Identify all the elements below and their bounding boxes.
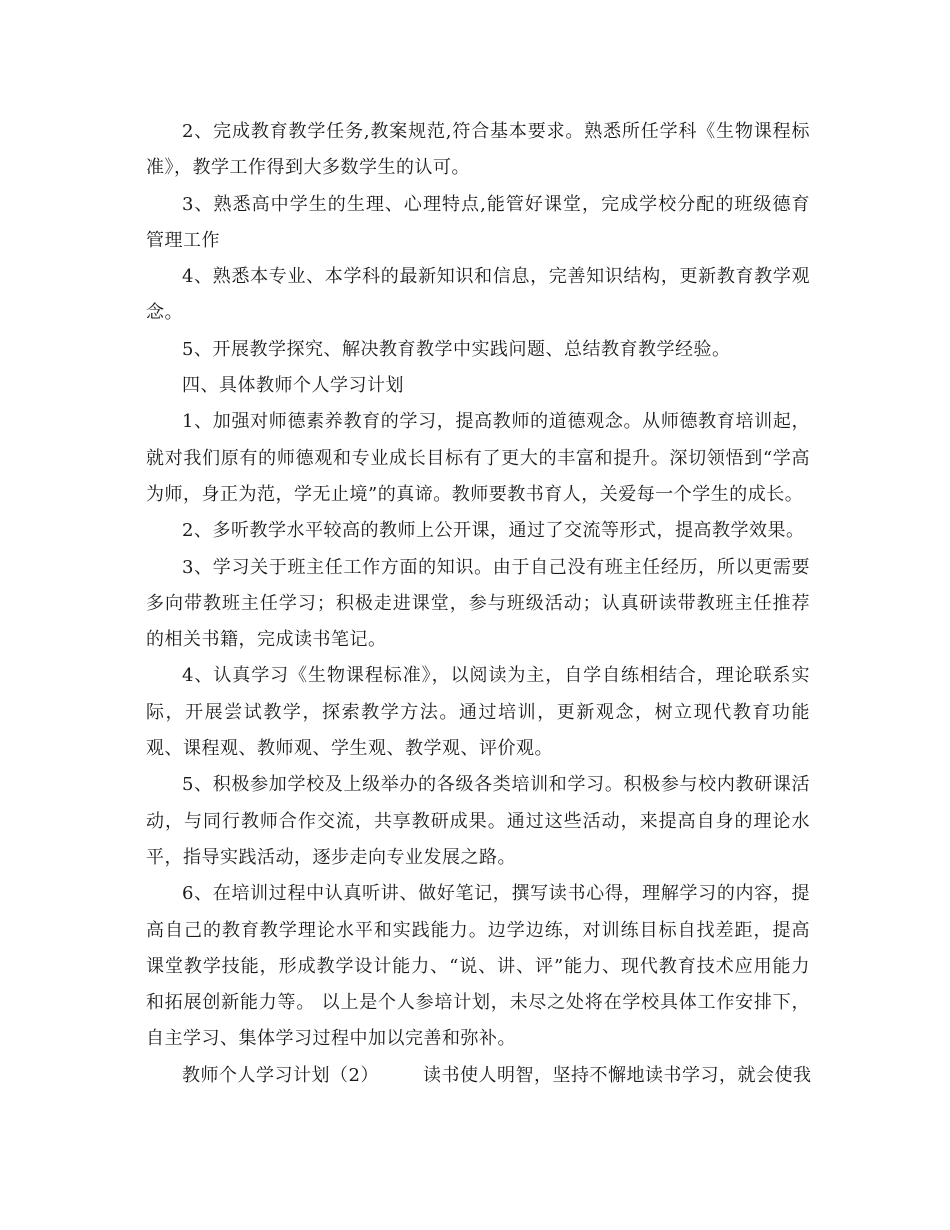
paragraph-plan-4: 4、认真学习《生物课程标准》，以阅读为主，自学自练相结合，理论联系实际，开展尝试教学，探索教学方法。通过培训，更新观念，树立现代教育功能观、课程观、教师观、学生观、教学观、评价观。 bbox=[146, 665, 810, 760]
closing-text: 读书使人明智，坚持不懈地读书学习，就会使我 bbox=[422, 1064, 812, 1086]
document-page bbox=[146, 114, 810, 1094]
closing-line bbox=[146, 1058, 810, 1094]
paragraph-goal-4: 4、熟悉本专业、本学科的最新知识和信息，完善知识结构，更新教育教学观念。 bbox=[146, 266, 810, 324]
paragraph-plan-1: 1、加强对师德素养教育的学习，提高教师的道德观念。从师德教育培训起，就对我们原有的师德观和专业成长目标有了更大的丰富和提升。深切领悟到“学高为师，身正为范，学无止境”的真谛。教师要教书育人，关爱每一个学生的成长。 bbox=[146, 411, 810, 505]
paragraph-goal-3: 3、熟悉高中学生的生理、心理特点,能管好课堂，完成学校分配的班级德育管理工作 bbox=[146, 193, 810, 251]
paragraph-plan-5: 5、积极参加学校及上级举办的各级各类培训和学习。积极参与校内教研课活动，与同行教师合作交流，共享教研成果。通过这些活动，来提高自身的理论水平，指导实践活动，逐步走向专业发展之路。 bbox=[146, 774, 810, 868]
closing-title: 教师个人学习计划（2） bbox=[182, 1064, 379, 1086]
paragraph-plan-3: 3、学习关于班主任工作方面的知识。由于自己没有班主任经历，所以更需要多向带教班主任学习；积极走进课堂，参与班级活动；认真研读带教班主任推荐的相关书籍，完成读书笔记。 bbox=[146, 556, 810, 651]
paragraph-plan-6: 6、在培训过程中认真听讲、做好笔记，撰写读书心得，理解学习的内容，提高自己的教育教学理论水平和实践能力。边学边练，对训练目标自找差距，提高课堂教学技能，形成教学设计能力、“说、讲、评”能力、现代教育技术应用能力和拓展创新能力等。 以上是个人参培计划，未尽之处将在学校具体工作安排下，自主学习、集体学习过程中加以完善和弥补。 bbox=[146, 883, 810, 1050]
section-heading-plan: 四、具体教师个人学习计划 bbox=[182, 375, 404, 397]
paragraph-plan-2: 2、多听教学水平较高的教师上公开课，通过了交流等形式，提高教学效果。 bbox=[182, 520, 805, 542]
paragraph-goal-5: 5、开展教学探究、解决教育教学中实践问题、总结教育教学经验。 bbox=[182, 338, 731, 360]
paragraph-goal-2: 2、完成教育教学任务,教案规范,符合基本要求。熟悉所任学科《生物课程标准》，教学工作得到大多数学生的认可。 bbox=[146, 121, 810, 179]
